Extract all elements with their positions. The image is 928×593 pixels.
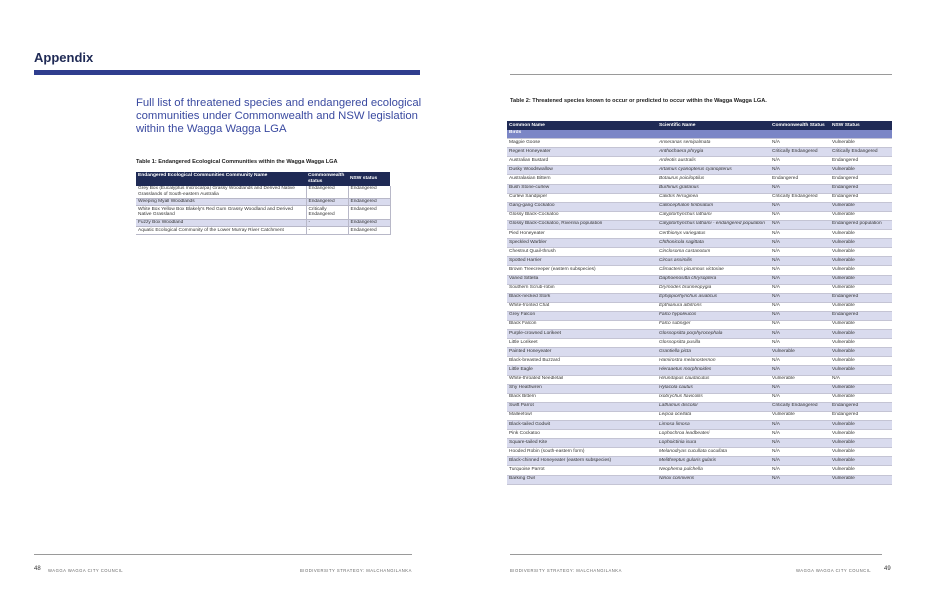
common-name-cell: Regent Honeyeater [507,148,657,157]
commonwealth-status-cell: N/A [770,239,830,248]
nsw-status-cell: Endangered [348,219,390,227]
scientific-name-cell: Hirundapus caudacutus [657,375,770,384]
nsw-status-cell: Vulnerable [830,357,892,366]
group-label-birds: Birds [507,130,892,139]
table2-row [507,166,892,175]
scientific-name-cell: Ephippiorhynchus asiaticus [657,293,770,302]
common-name-cell: Southern Scrub-robin [507,284,657,293]
nsw-status-cell: Endangered [830,411,892,420]
table2-row [507,284,892,293]
left-page-number: 48 [34,566,41,572]
scientific-name-cell: Cinclosoma castanotum [657,248,770,257]
commonwealth-status-cell: N/A [770,257,830,266]
table2-row [507,384,892,393]
commonwealth-status-cell: N/A [770,184,830,193]
nsw-status-cell: N/A [830,375,892,384]
scientific-name-cell: Circus assimilis [657,257,770,266]
scientific-name-cell: Artamus cyanopterus cyanopterus [657,166,770,175]
left-footer-strategy: BIODIVERSITY STRATEGY: MALCHANGILANKA [300,568,412,573]
table2-row [507,430,892,439]
commonwealth-status-cell: Endangered [306,198,348,206]
commonwealth-status-cell: N/A [770,166,830,175]
common-name-cell: Turquoise Parrot [507,466,657,475]
common-name-cell: White-throated Needletail [507,375,657,384]
commonwealth-status-cell: N/A [770,293,830,302]
common-name-cell: Magpie Goose [507,139,657,148]
table2-row [507,348,892,357]
scientific-name-cell: Neophema pulchella [657,466,770,475]
commonwealth-status-cell: Critically Endangered [770,148,830,157]
scientific-name-cell: Lophoictinia isura [657,439,770,448]
common-name-cell: Swift Parrot [507,402,657,411]
commonwealth-status-cell: N/A [770,139,830,148]
scientific-name-cell: Climacteris picumnus victoriae [657,266,770,275]
common-name-cell: Gang-gang Cockatoo [507,202,657,211]
scientific-name-cell: Anthochaera phrygia [657,148,770,157]
scientific-name-cell: Calyptorhynchus lathami [657,211,770,220]
nsw-status-cell: Endangered [348,186,390,199]
nsw-status-cell: Vulnerable [830,230,892,239]
table1-title: Table 1: Endangered Ecological Communities within the Wagga Wagga LGA [136,159,338,165]
commonwealth-status-cell: Critically Endangered [770,402,830,411]
table1-header-community: Endangered Ecological Communities Community Name [136,172,306,186]
table2-group-row [507,130,892,139]
nsw-status-cell: Vulnerable [830,248,892,257]
common-name-cell: Little Lorikeet [507,339,657,348]
scientific-name-cell: Drymodes brunneopygia [657,284,770,293]
common-name-cell: Bush Stone-curlew [507,184,657,193]
nsw-status-cell: Vulnerable [830,348,892,357]
scientific-name-cell: Anseranas semipalmata [657,139,770,148]
table2-row [507,184,892,193]
commonwealth-status-cell: N/A [770,475,830,484]
common-name-cell: Glossy Black-Cockatoo [507,211,657,220]
nsw-status-cell: Vulnerable [830,457,892,466]
right-page-number: 49 [884,566,891,572]
table2-row [507,202,892,211]
nsw-status-cell: Vulnerable [830,266,892,275]
table2-row [507,402,892,411]
table2-row [507,220,892,229]
nsw-status-cell: Vulnerable [830,202,892,211]
scientific-name-cell: Chthonicola sagittata [657,239,770,248]
table1-header-nsw: NSW status [348,172,390,186]
table2-header-scientific-name: Scientific Name [657,121,770,130]
nsw-status-cell: Vulnerable [830,320,892,329]
left-footer-rule [34,554,412,555]
common-name-cell: Australasian Bittern [507,175,657,184]
community-name-cell: White Box Yellow Box Blakely's Red Gum Grassy Woodland and Derived Native Grassland [136,206,306,219]
commonwealth-status-cell: N/A [770,230,830,239]
table2-row [507,148,892,157]
common-name-cell: Speckled Warbler [507,239,657,248]
commonwealth-status-cell: N/A [770,366,830,375]
commonwealth-status-cell: N/A [770,248,830,257]
table2-row [507,411,892,420]
table2-row [507,366,892,375]
appendix-title: Appendix [34,50,94,65]
common-name-cell: Malleefowl [507,411,657,420]
nsw-status-cell: Vulnerable [830,302,892,311]
scientific-name-cell: Calyptorhynchus lathami - endangered population [657,220,770,229]
nsw-status-cell: Vulnerable [830,430,892,439]
nsw-status-cell: Endangered [830,193,892,202]
nsw-status-cell: Vulnerable [830,257,892,266]
table2-row [507,457,892,466]
table2-row [507,311,892,320]
scientific-name-cell: Falco subniger [657,320,770,329]
nsw-status-cell: Endangered [830,311,892,320]
table2-row [507,330,892,339]
table2-row [507,248,892,257]
scientific-name-cell: Melanodryas cucullata cucullata [657,448,770,457]
right-footer-council: WAGGA WAGGA CITY COUNCIL [796,568,872,573]
common-name-cell: Black-necked Stork [507,293,657,302]
commonwealth-status-cell: Vulnerable [770,348,830,357]
commonwealth-status-cell: N/A [770,302,830,311]
right-page-rule [510,74,892,75]
scientific-name-cell: Botaurus poiciloptilus [657,175,770,184]
table1-row [136,206,390,219]
scientific-name-cell: Callocephalon fimbriatum [657,202,770,211]
threatened-species-table [507,121,892,485]
common-name-cell: Varied Sittella [507,275,657,284]
common-name-cell: Painted Honeyeater [507,348,657,357]
nsw-status-cell: Vulnerable [830,439,892,448]
table1-row [136,219,390,227]
table2-row [507,339,892,348]
common-name-cell: Black Bittern [507,393,657,402]
scientific-name-cell: Ninox connivens [657,475,770,484]
table2-row [507,448,892,457]
table2-row [507,211,892,220]
common-name-cell: Chestnut Quail-thrush [507,248,657,257]
right-footer-rule [510,554,882,555]
nsw-status-cell: Endangered [348,227,390,235]
nsw-status-cell: Endangered [348,198,390,206]
table2-row [507,439,892,448]
table1-row [136,227,390,235]
nsw-status-cell: Endangered population [830,220,892,229]
nsw-status-cell: Endangered [348,206,390,219]
common-name-cell: White-fronted Chat [507,302,657,311]
common-name-cell: Hooded Robin (south-eastern form) [507,448,657,457]
nsw-status-cell: Critically Endangered [830,148,892,157]
scientific-name-cell: Hieraaetus morphnoides [657,366,770,375]
table2-header-commonwealth: Commonwealth Status [770,121,830,130]
commonwealth-status-cell: N/A [770,448,830,457]
left-footer-council: WAGGA WAGGA CITY COUNCIL [48,568,124,573]
community-name-cell: Grey Box (Eucalyptus microcarpa) Grassy Woodlands and Derived Native Grasslands of South-eastern Australia [136,186,306,199]
scientific-name-cell: Glossopsitta pusilla [657,339,770,348]
table2-row [507,193,892,202]
commonwealth-status-cell: N/A [770,284,830,293]
table2-row [507,293,892,302]
nsw-status-cell: Vulnerable [830,366,892,375]
common-name-cell: Spotted Harrier [507,257,657,266]
table2-row [507,466,892,475]
commonwealth-status-cell: N/A [770,211,830,220]
common-name-cell: Curlew Sandpiper [507,193,657,202]
nsw-status-cell: Vulnerable [830,166,892,175]
table2-row [507,266,892,275]
scientific-name-cell: Limosa limosa [657,421,770,430]
community-name-cell: Aquatic Ecological Community of the Lower Murray River Catchment [136,227,306,235]
scientific-name-cell: Melithreptus gularis gularis [657,457,770,466]
commonwealth-status-cell: Critically Endangered [770,193,830,202]
nsw-status-cell: Vulnerable [830,384,892,393]
commonwealth-status-cell: Vulnerable [770,411,830,420]
common-name-cell: Black-chinned Honeyeater (eastern subspecies) [507,457,657,466]
table1-header-commonwealth: Commonwealth status [306,172,348,186]
table2-row [507,357,892,366]
commonwealth-status-cell: N/A [770,220,830,229]
table1-body [136,186,390,235]
commonwealth-status-cell: N/A [770,421,830,430]
nsw-status-cell: Endangered [830,157,892,166]
nsw-status-cell: Vulnerable [830,475,892,484]
table2-row [507,257,892,266]
common-name-cell: Black-breasted Buzzard [507,357,657,366]
nsw-status-cell: Vulnerable [830,448,892,457]
table1-row [136,198,390,206]
common-name-cell: Purple-crowned Lorikeet [507,330,657,339]
commonwealth-status-cell: Vulnerable [770,375,830,384]
right-footer-strategy: BIODIVERSITY STRATEGY: MALCHANGILANKA [510,568,622,573]
nsw-status-cell: Vulnerable [830,239,892,248]
nsw-status-cell: Vulnerable [830,284,892,293]
scientific-name-cell: Burhinus grallarius [657,184,770,193]
scientific-name-cell: Hamirostra melanosternon [657,357,770,366]
commonwealth-status-cell: N/A [770,202,830,211]
table2-row [507,393,892,402]
common-name-cell: Shy Heathwren [507,384,657,393]
community-name-cell: Fuzzy Box Woodland [136,219,306,227]
table1-row [136,186,390,199]
community-name-cell: Weeping Myall Woodlands [136,198,306,206]
ecological-communities-table [136,172,391,235]
nsw-status-cell: Vulnerable [830,330,892,339]
common-name-cell: Pied Honeyeater [507,230,657,239]
table2-header-common-name: Common Name [507,121,657,130]
table2-row [507,157,892,166]
commonwealth-status-cell: N/A [770,393,830,402]
scientific-name-cell: Hylacola cautus [657,384,770,393]
nsw-status-cell: Endangered [830,293,892,302]
table2-body [507,130,892,485]
common-name-cell: Australian Bustard [507,157,657,166]
table2-row [507,421,892,430]
table2-row [507,375,892,384]
commonwealth-status-cell: N/A [770,466,830,475]
table2-row [507,175,892,184]
scientific-name-cell: Calidris ferruginea [657,193,770,202]
scientific-name-cell: Lophochroa leadbeateri [657,430,770,439]
commonwealth-status-cell: N/A [770,311,830,320]
commonwealth-status-cell: N/A [770,275,830,284]
commonwealth-status-cell: Endangered [306,186,348,199]
scientific-name-cell: Ardeotis australis [657,157,770,166]
common-name-cell: Pink Cockatoo [507,430,657,439]
commonwealth-status-cell: Endangered [770,175,830,184]
commonwealth-status-cell: - [306,219,348,227]
common-name-cell: Little Eagle [507,366,657,375]
scientific-name-cell: Falco hypoleucos [657,311,770,320]
nsw-status-cell: Endangered [830,175,892,184]
scientific-name-cell: Epthianura albifrons [657,302,770,311]
scientific-name-cell: Grantiella picta [657,348,770,357]
table2-row [507,239,892,248]
commonwealth-status-cell: N/A [770,330,830,339]
nsw-status-cell: Vulnerable [830,139,892,148]
nsw-status-cell: Vulnerable [830,275,892,284]
page-heading: Full list of threatened species and endangered ecological communities under Commonwealth and NSW legislation within the Wagga Wagga LGA [136,97,422,135]
common-name-cell: Glossy Black-Cockatoo, Riverina population [507,220,657,229]
table2-row [507,320,892,329]
nsw-status-cell: Vulnerable [830,339,892,348]
nsw-status-cell: Vulnerable [830,393,892,402]
table2-row [507,302,892,311]
scientific-name-cell: Glossopsitta porphyrocephala [657,330,770,339]
table2-row [507,230,892,239]
common-name-cell: Square-tailed Kite [507,439,657,448]
commonwealth-status-cell: N/A [770,384,830,393]
appendix-accent-bar [34,70,420,75]
commonwealth-status-cell: N/A [770,320,830,329]
table2-title: Table 2: Threatened species known to occur or predicted to occur within the Wagga Wagga LGA. [510,98,767,104]
nsw-status-cell: Vulnerable [830,211,892,220]
nsw-status-cell: Endangered [830,184,892,193]
common-name-cell: Dusky Woodswallow [507,166,657,175]
commonwealth-status-cell: N/A [770,266,830,275]
table2-header-nsw: NSW Status [830,121,892,130]
common-name-cell: Brown Treecreeper (eastern subspecies) [507,266,657,275]
commonwealth-status-cell: N/A [770,357,830,366]
common-name-cell: Grey Falcon [507,311,657,320]
nsw-status-cell: Endangered [830,402,892,411]
commonwealth-status-cell: N/A [770,157,830,166]
commonwealth-status-cell: Critically Endangered [306,206,348,219]
scientific-name-cell: Lathamus discolor [657,402,770,411]
table2-row [507,275,892,284]
scientific-name-cell: Certhionyx variegatus [657,230,770,239]
table2-row [507,139,892,148]
common-name-cell: Black Falcon [507,320,657,329]
table2-row [507,475,892,484]
nsw-status-cell: Vulnerable [830,421,892,430]
nsw-status-cell: Vulnerable [830,466,892,475]
commonwealth-status-cell: N/A [770,439,830,448]
commonwealth-status-cell: N/A [770,457,830,466]
commonwealth-status-cell: - [306,227,348,235]
common-name-cell: Black-tailed Godwit [507,421,657,430]
scientific-name-cell: Leipoa ocellata [657,411,770,420]
commonwealth-status-cell: N/A [770,430,830,439]
commonwealth-status-cell: N/A [770,339,830,348]
scientific-name-cell: Ixobrychus flavicollis [657,393,770,402]
common-name-cell: Barking Owl [507,475,657,484]
scientific-name-cell: Daphoenositta chrysoptera [657,275,770,284]
